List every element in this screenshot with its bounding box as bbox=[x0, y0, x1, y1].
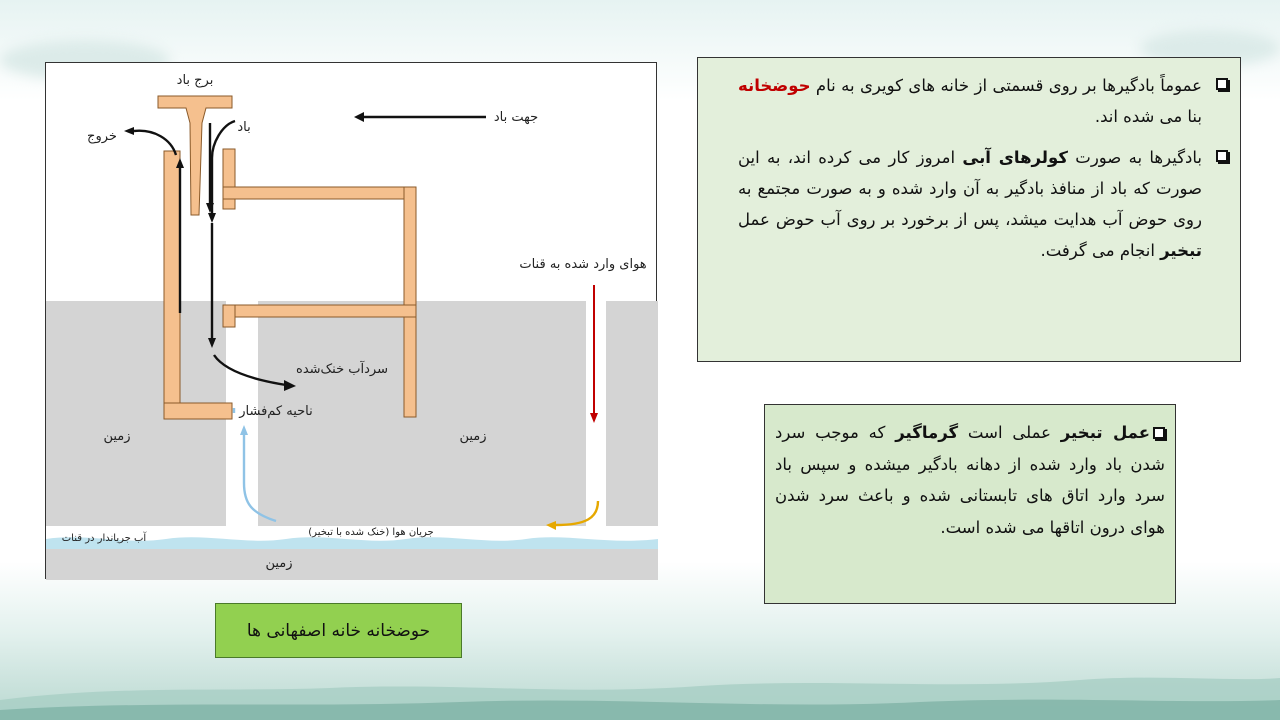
checkbox-bullet-icon bbox=[1216, 150, 1228, 162]
box2-text1: عملی است bbox=[967, 423, 1051, 442]
ground-right-block bbox=[606, 301, 658, 526]
label-wind-direction: جهت باد bbox=[493, 110, 539, 125]
label-ground-mid: زمین bbox=[459, 429, 487, 444]
paragraph-coolers bbox=[738, 142, 1228, 266]
checkbox-bullet-icon bbox=[1216, 78, 1228, 90]
ground-bottom-block bbox=[46, 549, 658, 580]
p1-text-after: بنا می شده اند. bbox=[1094, 107, 1202, 126]
info-box-top bbox=[697, 57, 1241, 362]
label-ground-bottom: زمین bbox=[265, 556, 293, 571]
p2-text-before: بادگیرها به صورت bbox=[1075, 148, 1203, 167]
label-cool-basement: سردآب خنک‌شده bbox=[296, 362, 388, 377]
label-tower: برج باد bbox=[176, 73, 214, 88]
p2-text-after: انجام می گرفت. bbox=[1040, 241, 1155, 260]
upper-roof bbox=[223, 187, 416, 199]
label-exit: خروج bbox=[87, 129, 117, 144]
p1-text-before: عموماً بادگیرها بر روی قسمتی از خانه های کویری به نام bbox=[815, 76, 1202, 95]
label-qanat-air: هوای وارد شده به قنات bbox=[519, 257, 647, 272]
mid-floor-lip bbox=[223, 305, 235, 327]
p2-text-middle: امروز کار می کرده اند، به این صورت که باد از منافذ بادگیر به آن وارد شده و به صورت مجتمع به روی حوض آب هدایت میشد، پس از برخورد بر روی آب حوض عمل bbox=[738, 148, 1202, 229]
diagram-caption: حوضخانه خانه اصفهانی ها bbox=[215, 603, 462, 658]
p1-highlight: حوضخانه bbox=[738, 76, 811, 95]
box2-bold2: گرماگیر bbox=[895, 423, 959, 442]
right-building-wall bbox=[404, 187, 416, 417]
label-ground-left: زمین bbox=[103, 429, 131, 444]
left-shaft-wall bbox=[164, 151, 180, 419]
windcatcher-diagram bbox=[45, 62, 657, 579]
hills-decoration bbox=[0, 630, 1280, 720]
info-box-bottom bbox=[764, 404, 1176, 604]
basement-floor-left bbox=[164, 403, 232, 419]
box2-bold1: عمل تبخیر bbox=[1060, 423, 1150, 442]
mid-floor bbox=[223, 305, 416, 317]
label-low-pressure: ناحیه کم‌فشار bbox=[239, 404, 313, 419]
checkbox-bullet-icon bbox=[1153, 427, 1165, 439]
right-shaft-wall-upper bbox=[223, 149, 235, 209]
p2-bold: کولرهای آبی bbox=[962, 148, 1068, 167]
box2-text2: که موجب سرد شدن باد وارد شده از دهانه بادگیر میشده و سپس باد سرد وارد اتاق های تابستانی شده و باعث سرد شدن هوای درون اتاقها می شده است. bbox=[775, 423, 1165, 537]
p2-bold2: تبخیر bbox=[1160, 241, 1202, 260]
paragraph-hozkhaneh bbox=[738, 70, 1228, 132]
label-airflow: جریان هوا (خنک شده با تبخیر) bbox=[308, 527, 434, 538]
paragraph-evaporation bbox=[775, 417, 1165, 543]
label-qanat-water: آب جریاندار در قنات bbox=[61, 533, 147, 544]
label-wind: باد bbox=[237, 120, 251, 135]
